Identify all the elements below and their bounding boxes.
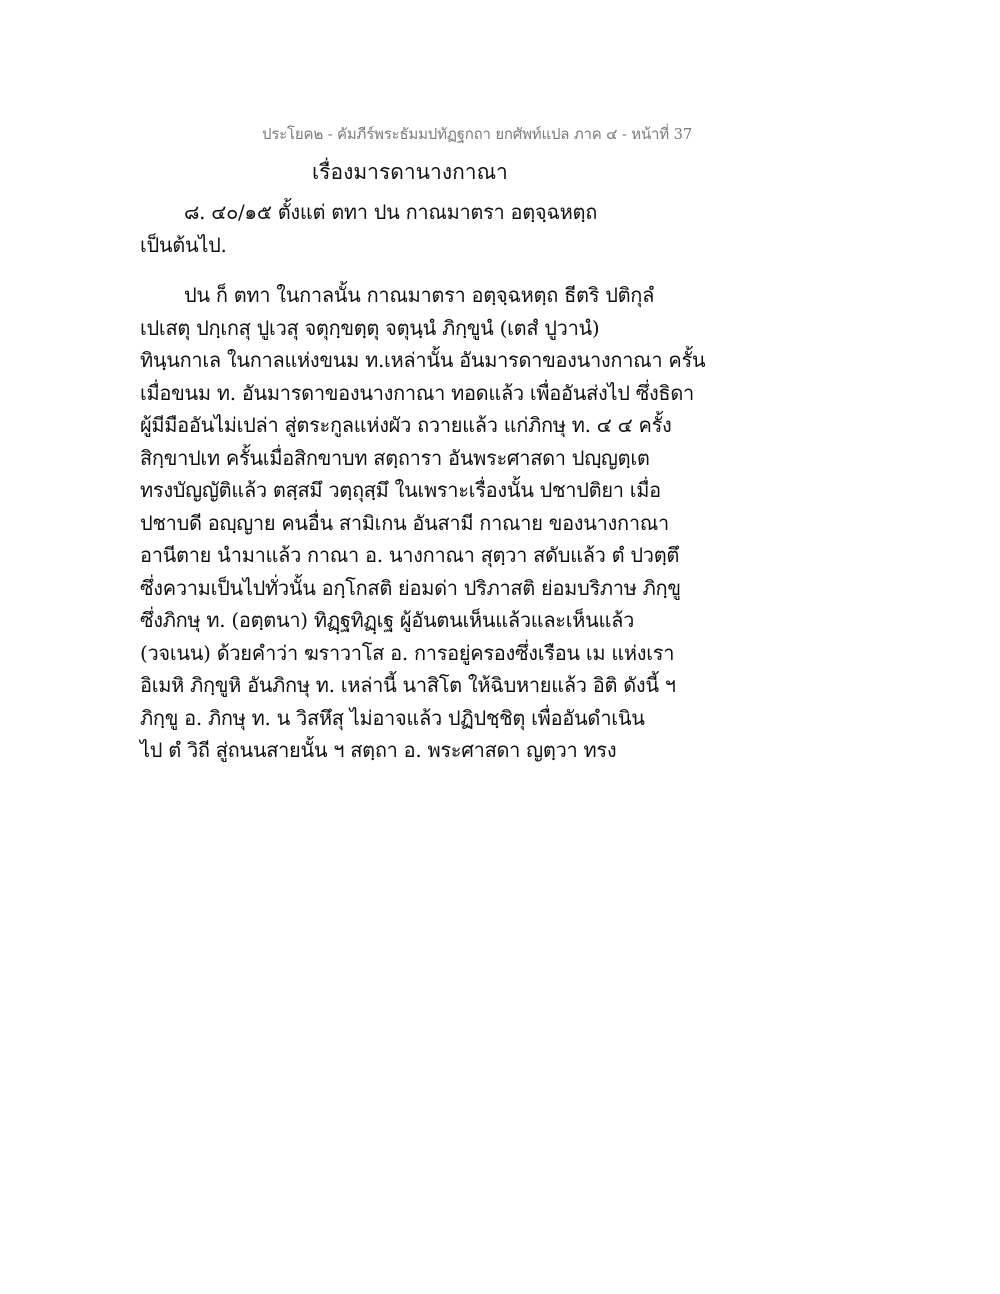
body-line: ปน ก็ ตทา ในกาลนั้น กาณมาตรา อตฺจฺฉหตฺถ ธีตริ ปติกุลํ [184,283,655,307]
body-line: เมื่อขนม ท. อันมารดาของนางกาณา ทอดแล้ว เพื่ออันส่งไป ซึ่งธิดา [140,380,694,405]
body-line: ซึ่งความเป็นไปทั่วนั้น อกฺโกสติ ย่อมด่า ปริภาสติ ย่อมบริภาษ ภิกฺขู [140,575,681,600]
body-line: ไป ตํ วิถี สู่ถนนสายนั้น ฯ สตฺถา อ. พระศาสดา ญตฺวา ทรง [140,738,617,762]
body-line: (วจเนน) ด้วยคำว่า ฆราวาโส อ. การอยู่ครองซึ่งเรือน เม แห่งเรา [140,640,675,665]
body-line: ซึ่งภิกษุ ท. (อตฺตนา) ทิฏฺฐทิฏฺเฐ ผู้อันตนเห็นแล้วและเห็นแล้ว [140,608,635,632]
intro-line: ๘. ๔๐/๑๕ ตั้งแต่ ตทา ปน กาณมาตรา อตฺจฺฉหตฺถ [184,200,598,224]
body-line: ปชาบดี อญฺญาย คนอื่น สามิเกน อันสามี กาณาย ของนางกาณา [140,510,669,535]
body-line: ทินฺนกาเล ในกาลแห่งขนม ท.เหล่านั้น อันมารดาของนางกาณา ครั้น [140,348,706,372]
body-text [140,196,706,767]
body-line: ภิกฺขู อ. ภิกษุ ท. น วิสหึสุ ไม่อาจแล้ว ปฏิปชฺชิตุ เพื่ออันดำเนิน [140,705,645,730]
body-line: อิเมหิ ภิกฺขูหิ อันภิกษุ ท. เหล่านี้ นาสิโต ให้ฉิบหายแล้ว อิติ ดังนี้ ฯ [140,673,676,697]
body-line: อานีตาย นำมาแล้ว กาณา อ. นางกาณา สุตฺวา สดับแล้ว ตํ ปวตฺตึ [140,543,680,567]
body-line: ผู้มีมืออันไม่เปล่า สู่ตระกูลแห่งผัว ถวายแล้ว แก่ภิกษุ ท. ๔ ๔ ครั้ง [140,413,672,437]
intro-line: เป็นต้นไป. [140,232,227,257]
body-line: สิกฺขาปเท ครั้นเมื่อสิกขาบท สตฺถารา อันพระศาสดา ปญฺญตฺเต [140,445,650,470]
body-line: เปเสตุ ปกฺเกสุ ปูเวสุ จตุกฺขตฺตุ จตุนฺนํ ภิกฺขูนํ (เตสํ ปูวานํ) [140,315,600,340]
paragraph-gap [140,261,700,279]
story-title: เรื่องมารดานางกาณา [312,160,508,184]
body-line: ทรงบัญญัติแล้ว ตสฺสมึ วตฺถุสฺมึ ในเพราะเรื่องนั้น ปชาปติยา เมื่อ [140,478,661,502]
page-header: ประโยค๒ - คัมภีร์พระธัมมปทัฏฐกถา ยกศัพท์แปล ภาค ๔ - หน้าที่ 37 [262,125,693,143]
